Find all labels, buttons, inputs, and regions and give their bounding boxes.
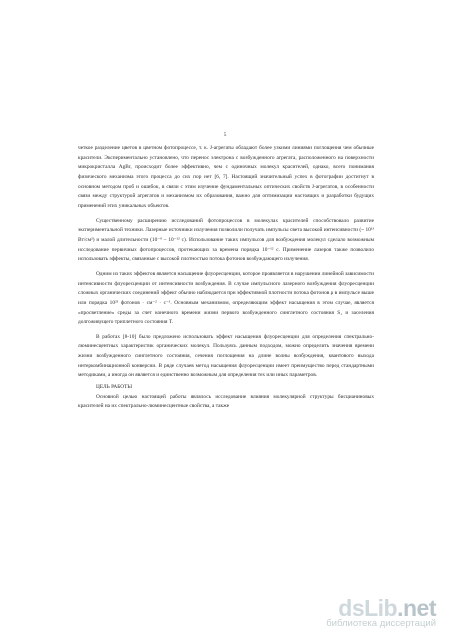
dslib-watermark xyxy=(324,596,436,630)
watermark-subtitle: библиотека диссертаций xyxy=(326,618,436,629)
paragraph-2: Существенному расширению исследований фотопроцессов в молекулах красителей способствовало развитие экспериментальной техники. Лазерные источники излучения позволили получать импульсы света высокой интенсивности (~ 10¹³ Вт/см²) и малой длительности (10⁻⁹ – 10⁻¹² с). Использование таких импульсов для возбуждения молекул сделало возможным исследование первичных фотопроцессов, протекающих за времена порядка 10⁻¹² с. Применение лазеров также позволило использовать эффекты, связанные с высокой плотностью потока фотонов возбуждающего излучения. xyxy=(78,217,374,263)
logo-main: dsLib xyxy=(338,595,398,621)
page-number: 5 xyxy=(223,132,227,138)
section-heading: ЦЕЛЬ РАБОТЫ xyxy=(96,384,133,391)
logo-tld: .net xyxy=(397,595,436,621)
paragraph-3: Одним из таких эффектов является насыщение флуоресценции, которое проявляется в нарушении линейной зависимости интенсивности флуоресценции от интенсивности возбуждения. В случае импульсного лазерного возбуждения флуоресценции сложных органических соединений эффект обычно наблюдается при эффективной плотности потока фотонов ρ в импульсе выше или порядка 10²³ фотонов · см⁻² · с⁻¹. Основным механизмом, определяющим эффект насыщения в этом случае, является «просветление» среды за счет конечного времени жизни первого возбужденного синглетного состояния S₁ и заселения долгоживущего триплетного состояния T. xyxy=(78,270,374,326)
paragraph-5: Основной целью настоящей работы являлось исследование влияния молекулярной структуры бисцианиновых красителей на их спектрально-люминесцентные свойства, а также xyxy=(78,393,374,410)
paragraph-1: четкое разделение цветов в цветном фотопроцессе, т. к. J-агрегаты обладают более узкими линиями поглощения чем обычные красители. Экспериментально установлено, что перенос электрона с возбужденного агрегата, расположенного на поверхности микрокристалла AgBr, происходит более эффективно, чем с одиночных молекул красителей, однако, всего понимания физического механизма этого процесса до сих пор нет [6, 7]. Настоящий значительный успех в фотографии достигнут в основном методом проб и ошибок, в связи с этим изучение фундаментальных оптических свойств J-агрегатов, в особенности связи между структурой агрегатов и механизмом их образования, важно для оптимизации настоящих и разработки будущих применений этих уникальных объектов. xyxy=(78,145,374,209)
paragraph-4: В работах [8-10] было предложено использовать эффект насыщения флуоресценции для определения спектрально-люминесцентных характеристик органических молекул. Пользуясь данным подходом, можно определить значения времени жизни возбужденного синглетного состояния, сечения поглощения на длине волны возбуждения, квантового выхода интеркомбинационной конверсии. В ряде случаев метод насыщения флуоресценции имеет преимущество перед стандартными методиками, а иногда он является и единственно возможным для определения тех или иных параметров. xyxy=(78,333,374,379)
document-body xyxy=(78,144,374,412)
dslib-logo xyxy=(324,596,436,620)
